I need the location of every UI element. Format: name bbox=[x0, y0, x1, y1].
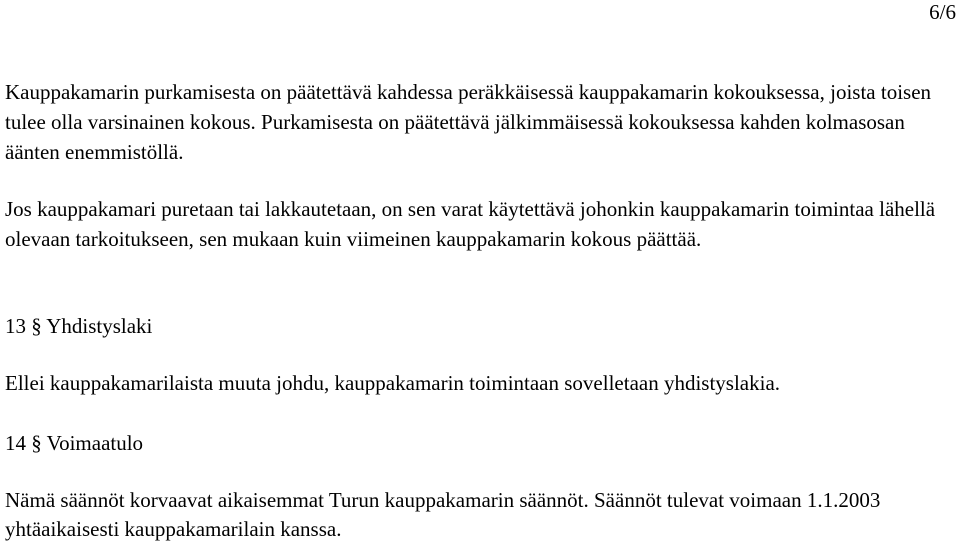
paragraph-association-act: Ellei kauppakamarilaista muuta johdu, kauppakamarin toimintaan sovelletaan yhdistyslakia. bbox=[5, 371, 781, 395]
section-13-heading: 13 § Yhdistyslaki bbox=[5, 314, 153, 338]
paragraph-assets-use: Jos kauppakamari puretaan tai lakkautetaan, on sen varat käytettävä johonkin kauppakamarin toimintaa lähellä olevaan tarkoitukseen, sen mukaan kuin viimeinen kauppakamarin kokous päättää. bbox=[5, 197, 936, 251]
page-number: 6/6 bbox=[929, 0, 956, 24]
section-14-heading: 14 § Voimaatulo bbox=[5, 431, 144, 455]
paragraph-dissolution-decision: Kauppakamarin purkamisesta on päätettävä kahdessa peräkkäisessä kauppakamarin kokouksessa, joista toisen tulee olla varsinainen kokous. Purkamisesta on päätettävä jälkimmäisessä kokouksessa kahden kolmasosan äänten enemmistöllä. bbox=[5, 80, 932, 164]
paragraph-entry-into-force: Nämä säännöt korvaavat aikaisemmat Turun kauppakamarin säännöt. Säännöt tulevat voimaan 1.1.2003 yhtäaikaisesti kauppakamarilain kanssa. bbox=[5, 488, 881, 541]
